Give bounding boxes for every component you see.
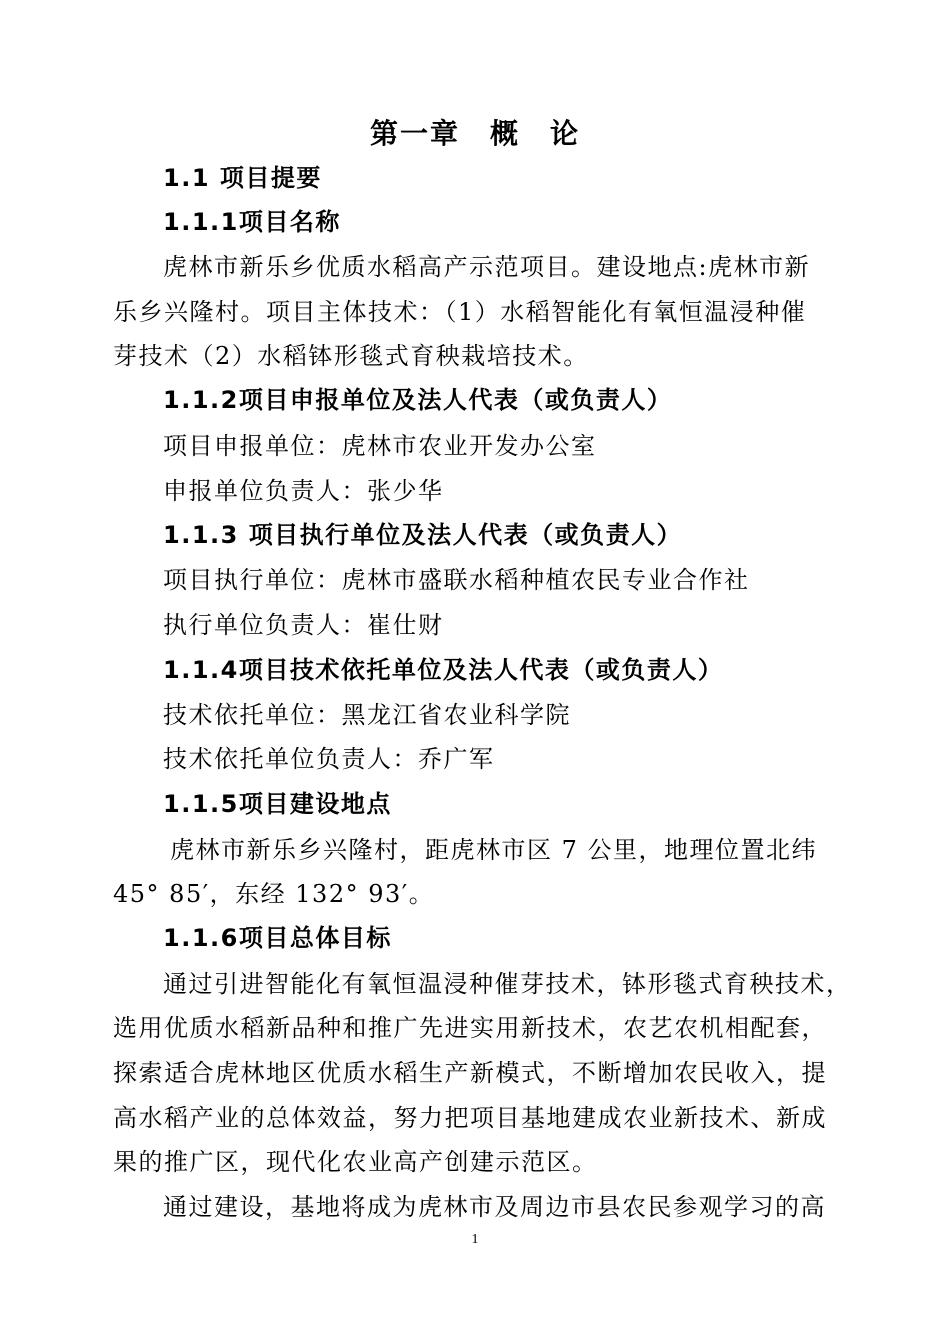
subsection-heading-1-1-2: 1.1.2项目申报单位及法人代表（或负责人） [163,386,673,414]
subsection-heading-1-1-1: 1.1.1项目名称 [163,208,341,236]
subsection-heading-1-1-5: 1.1.5项目建设地点 [163,790,392,818]
paragraph-line: 通过引进智能化有氧恒温浸种催芽技术，钵形毯式育秧技术， [163,970,852,998]
paragraph-line: 探索适合虎林地区优质水稻生产新模式，不断增加农民收入，提 [113,1059,827,1087]
paragraph-line: 高水稻产业的总体效益，努力把项目基地建成农业新技术、新成 [113,1104,827,1132]
paragraph-line: 虎林市新乐乡优质水稻高产示范项目。建设地点:虎林市新 [163,253,811,281]
page-number: 1 [471,1232,479,1247]
paragraph-line: 选用优质水稻新品种和推广先进实用新技术，农艺农机相配套， [113,1014,827,1042]
subsection-heading-1-1-3: 1.1.3 项目执行单位及法人代表（或负责人） [163,521,683,549]
paragraph-line: 45° 85′，东经 132° 93′。 [113,880,435,908]
paragraph-line: 通过建设，基地将成为虎林市及周边市县农民参观学习的高 [163,1193,826,1221]
paragraph-line: 芽技术（2）水稻钵形毯式育秧栽培技术。 [113,342,589,370]
chapter-title: 第一章 概 论 [369,117,580,150]
section-heading-1-1: 1.1 项目提要 [163,164,322,192]
paragraph-line: 申报单位负责人：张少华 [163,477,444,505]
paragraph-line: 项目执行单位：虎林市盛联水稻种植农民专业合作社 [163,566,750,594]
paragraph-line: 技术依托单位负责人：乔广军 [163,745,495,773]
paragraph-line: 项目申报单位：虎林市农业开发办公室 [163,432,597,460]
paragraph-line: 技术依托单位：黑龙江省农业科学院 [163,701,571,729]
paragraph-line: 果的推广区，现代化农业高产创建示范区。 [113,1148,598,1176]
subsection-heading-1-1-6: 1.1.6项目总体目标 [163,924,392,952]
subsection-heading-1-1-4: 1.1.4项目技术依托单位及法人代表（或负责人） [163,656,724,684]
paragraph-line: 执行单位负责人：崔仕财 [163,611,444,639]
paragraph-line: 虎林市新乐乡兴隆村，距虎林市区 7 公里，地理位置北纬 [170,836,818,864]
paragraph-line: 乐乡兴隆村。项目主体技术：（1）水稻智能化有氧恒温浸种催 [113,298,807,326]
